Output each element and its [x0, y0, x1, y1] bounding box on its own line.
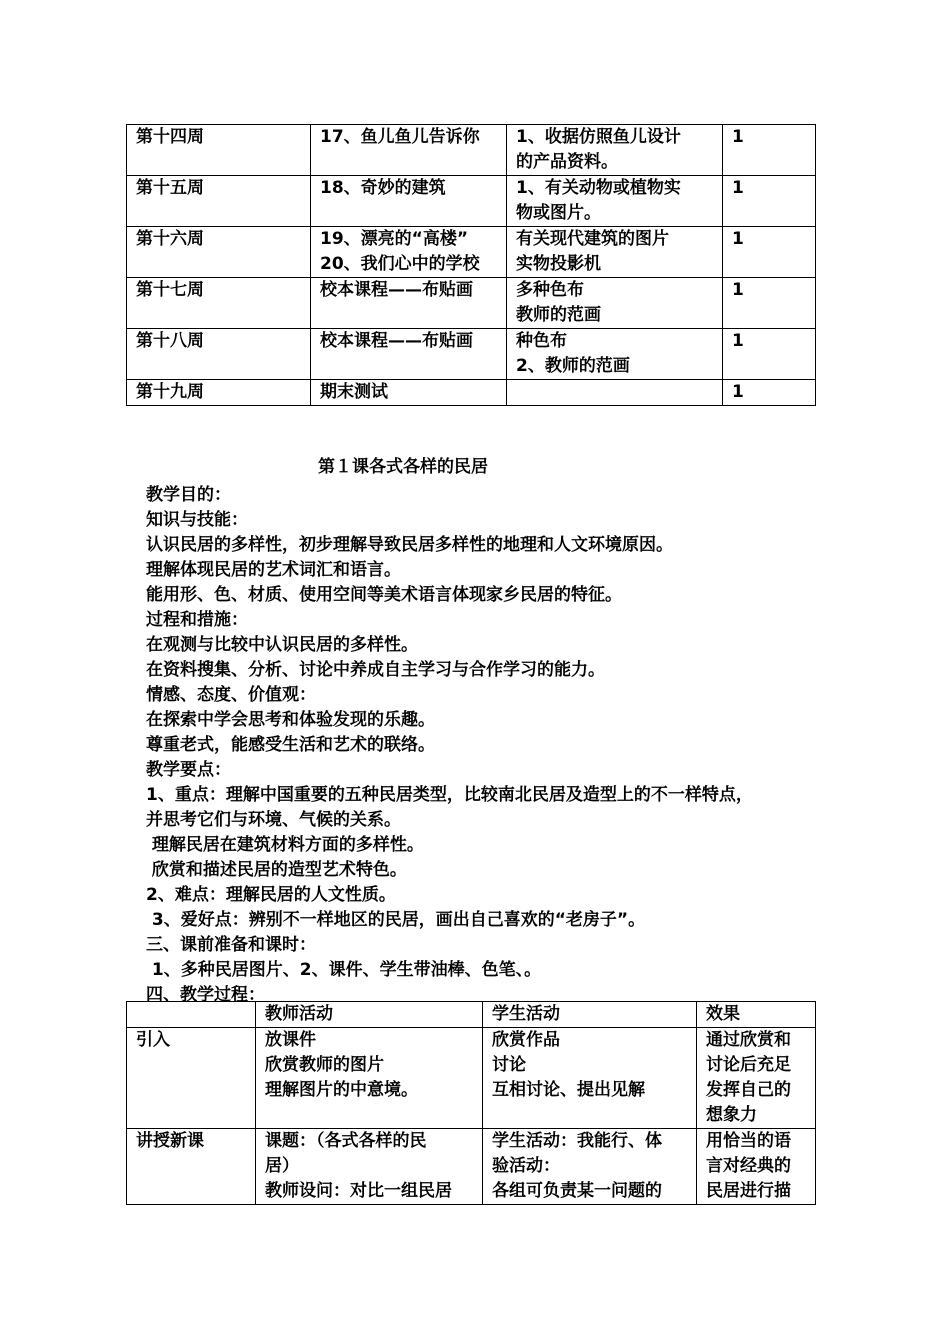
text-line: 在观测与比较中认识民居的多样性。: [146, 635, 418, 655]
process-effect-cell: 通过欣赏和 讨论后充足 发挥自己的 想象力: [697, 1028, 816, 1129]
text-line: 尊重老式，能感受生活和艺术的联络。: [146, 735, 435, 755]
text-line: 情感、态度、价值观：: [146, 685, 316, 705]
process-student-cell: 欣赏作品 讨论 互相讨论、提出见解: [483, 1028, 697, 1129]
schedule-lesson-cell: 期末测试: [311, 380, 507, 406]
text-line: 能用形、色、材质、使用空间等美术语言体现家乡民居的特征。: [146, 585, 622, 605]
text-line: 三、课前准备和课时：: [146, 935, 316, 955]
process-student-cell: 学生活动：我能行、体 验活动： 各组可负责某一问题的: [483, 1129, 697, 1205]
schedule-prep-cell: 有关现代建筑的图片 实物投影机: [507, 227, 723, 278]
text-line: 欣赏和描述民居的造型艺术特色。: [146, 860, 407, 880]
schedule-lesson-cell: 校本课程——布贴画: [311, 329, 507, 380]
process-effect-cell: 用恰当的语 言对经典的 民居进行描: [697, 1129, 816, 1205]
process-row: [127, 1028, 816, 1129]
weekly-schedule-table: [126, 124, 816, 406]
process-teacher-cell: 放课件 欣赏教师的图片 理解图片的中意境。: [256, 1028, 483, 1129]
schedule-lesson-cell: 19、漂亮的“高楼” 20、我们心中的学校: [311, 227, 507, 278]
text-line: 理解民居在建筑材料方面的多样性。: [146, 835, 424, 855]
schedule-week-cell: 第十七周: [127, 278, 311, 329]
schedule-hours-cell: 1: [723, 176, 816, 227]
schedule-prep-cell: 1、收据仿照鱼儿设计 的产品资料。: [507, 125, 723, 176]
schedule-row: [127, 227, 816, 278]
process-header-teacher: 教师活动: [256, 1002, 483, 1028]
schedule-week-cell: 第十五周: [127, 176, 311, 227]
schedule-row: [127, 329, 816, 380]
schedule-hours-cell: 1: [723, 125, 816, 176]
process-header-row: [127, 1002, 816, 1028]
schedule-week-cell: 第十四周: [127, 125, 311, 176]
text-line: 在探索中学会思考和体验发现的乐趣。: [146, 710, 435, 730]
text-line: 四、教学过程：: [146, 985, 265, 1005]
process-teacher-cell: 课题：（各式各样的民 居） 教师设问：对比一组民居: [256, 1129, 483, 1205]
schedule-hours-cell: 1: [723, 380, 816, 406]
process-stage-cell: 讲授新课: [127, 1129, 256, 1205]
schedule-row: [127, 125, 816, 176]
schedule-lesson-cell: 18、奇妙的建筑: [311, 176, 507, 227]
teaching-process-table: [126, 1001, 816, 1205]
schedule-prep-cell: 多种色布 教师的范画: [507, 278, 723, 329]
process-header-student: 学生活动: [483, 1002, 697, 1028]
text-line: 教学目的：: [146, 485, 231, 505]
schedule-week-cell: 第十八周: [127, 329, 311, 380]
schedule-hours-cell: 1: [723, 329, 816, 380]
text-line: 认识民居的多样性，初步理解导致民居多样性的地理和人文环境原因。: [146, 535, 673, 555]
process-header-stage: [127, 1002, 256, 1028]
schedule-week-cell: 第十九周: [127, 380, 311, 406]
schedule-prep-cell: [507, 380, 723, 406]
schedule-row: [127, 176, 816, 227]
text-line: 并思考它们与环境、气候的关系。: [146, 810, 401, 830]
schedule-lesson-cell: 校本课程——布贴画: [311, 278, 507, 329]
schedule-lesson-cell: 17、鱼儿鱼儿告诉你: [311, 125, 507, 176]
schedule-prep-cell: 种色布 2、教师的范画: [507, 329, 723, 380]
text-line: 1、多种民居图片、2、课件、学生带油棒、色笔、。: [146, 960, 542, 980]
text-line: 过程和措施：: [146, 610, 248, 630]
lesson-title: 第１课各式各样的民居: [318, 457, 488, 477]
text-line: 1、重点：理解中国重要的五种民居类型，比较南北民居及造型上的不一样特点，: [146, 785, 753, 805]
text-line: 理解体现民居的艺术词汇和语言。: [146, 560, 401, 580]
process-header-effect: 效果: [697, 1002, 816, 1028]
text-line: 3、爱好点：辨别不一样地区的民居，画出自己喜欢的“老房子”。: [146, 910, 646, 930]
schedule-hours-cell: 1: [723, 278, 816, 329]
schedule-prep-cell: 1、有关动物或植物实 物或图片。: [507, 176, 723, 227]
process-row: [127, 1129, 816, 1205]
process-stage-cell: 引入: [127, 1028, 256, 1129]
schedule-hours-cell: 1: [723, 227, 816, 278]
schedule-row: [127, 380, 816, 406]
text-line: 教学要点：: [146, 760, 231, 780]
schedule-row: [127, 278, 816, 329]
text-line: 2、难点：理解民居的人文性质。: [146, 885, 396, 905]
text-line: 在资料搜集、分析、讨论中养成自主学习与合作学习的能力。: [146, 660, 605, 680]
text-line: 知识与技能：: [146, 510, 248, 530]
schedule-week-cell: 第十六周: [127, 227, 311, 278]
